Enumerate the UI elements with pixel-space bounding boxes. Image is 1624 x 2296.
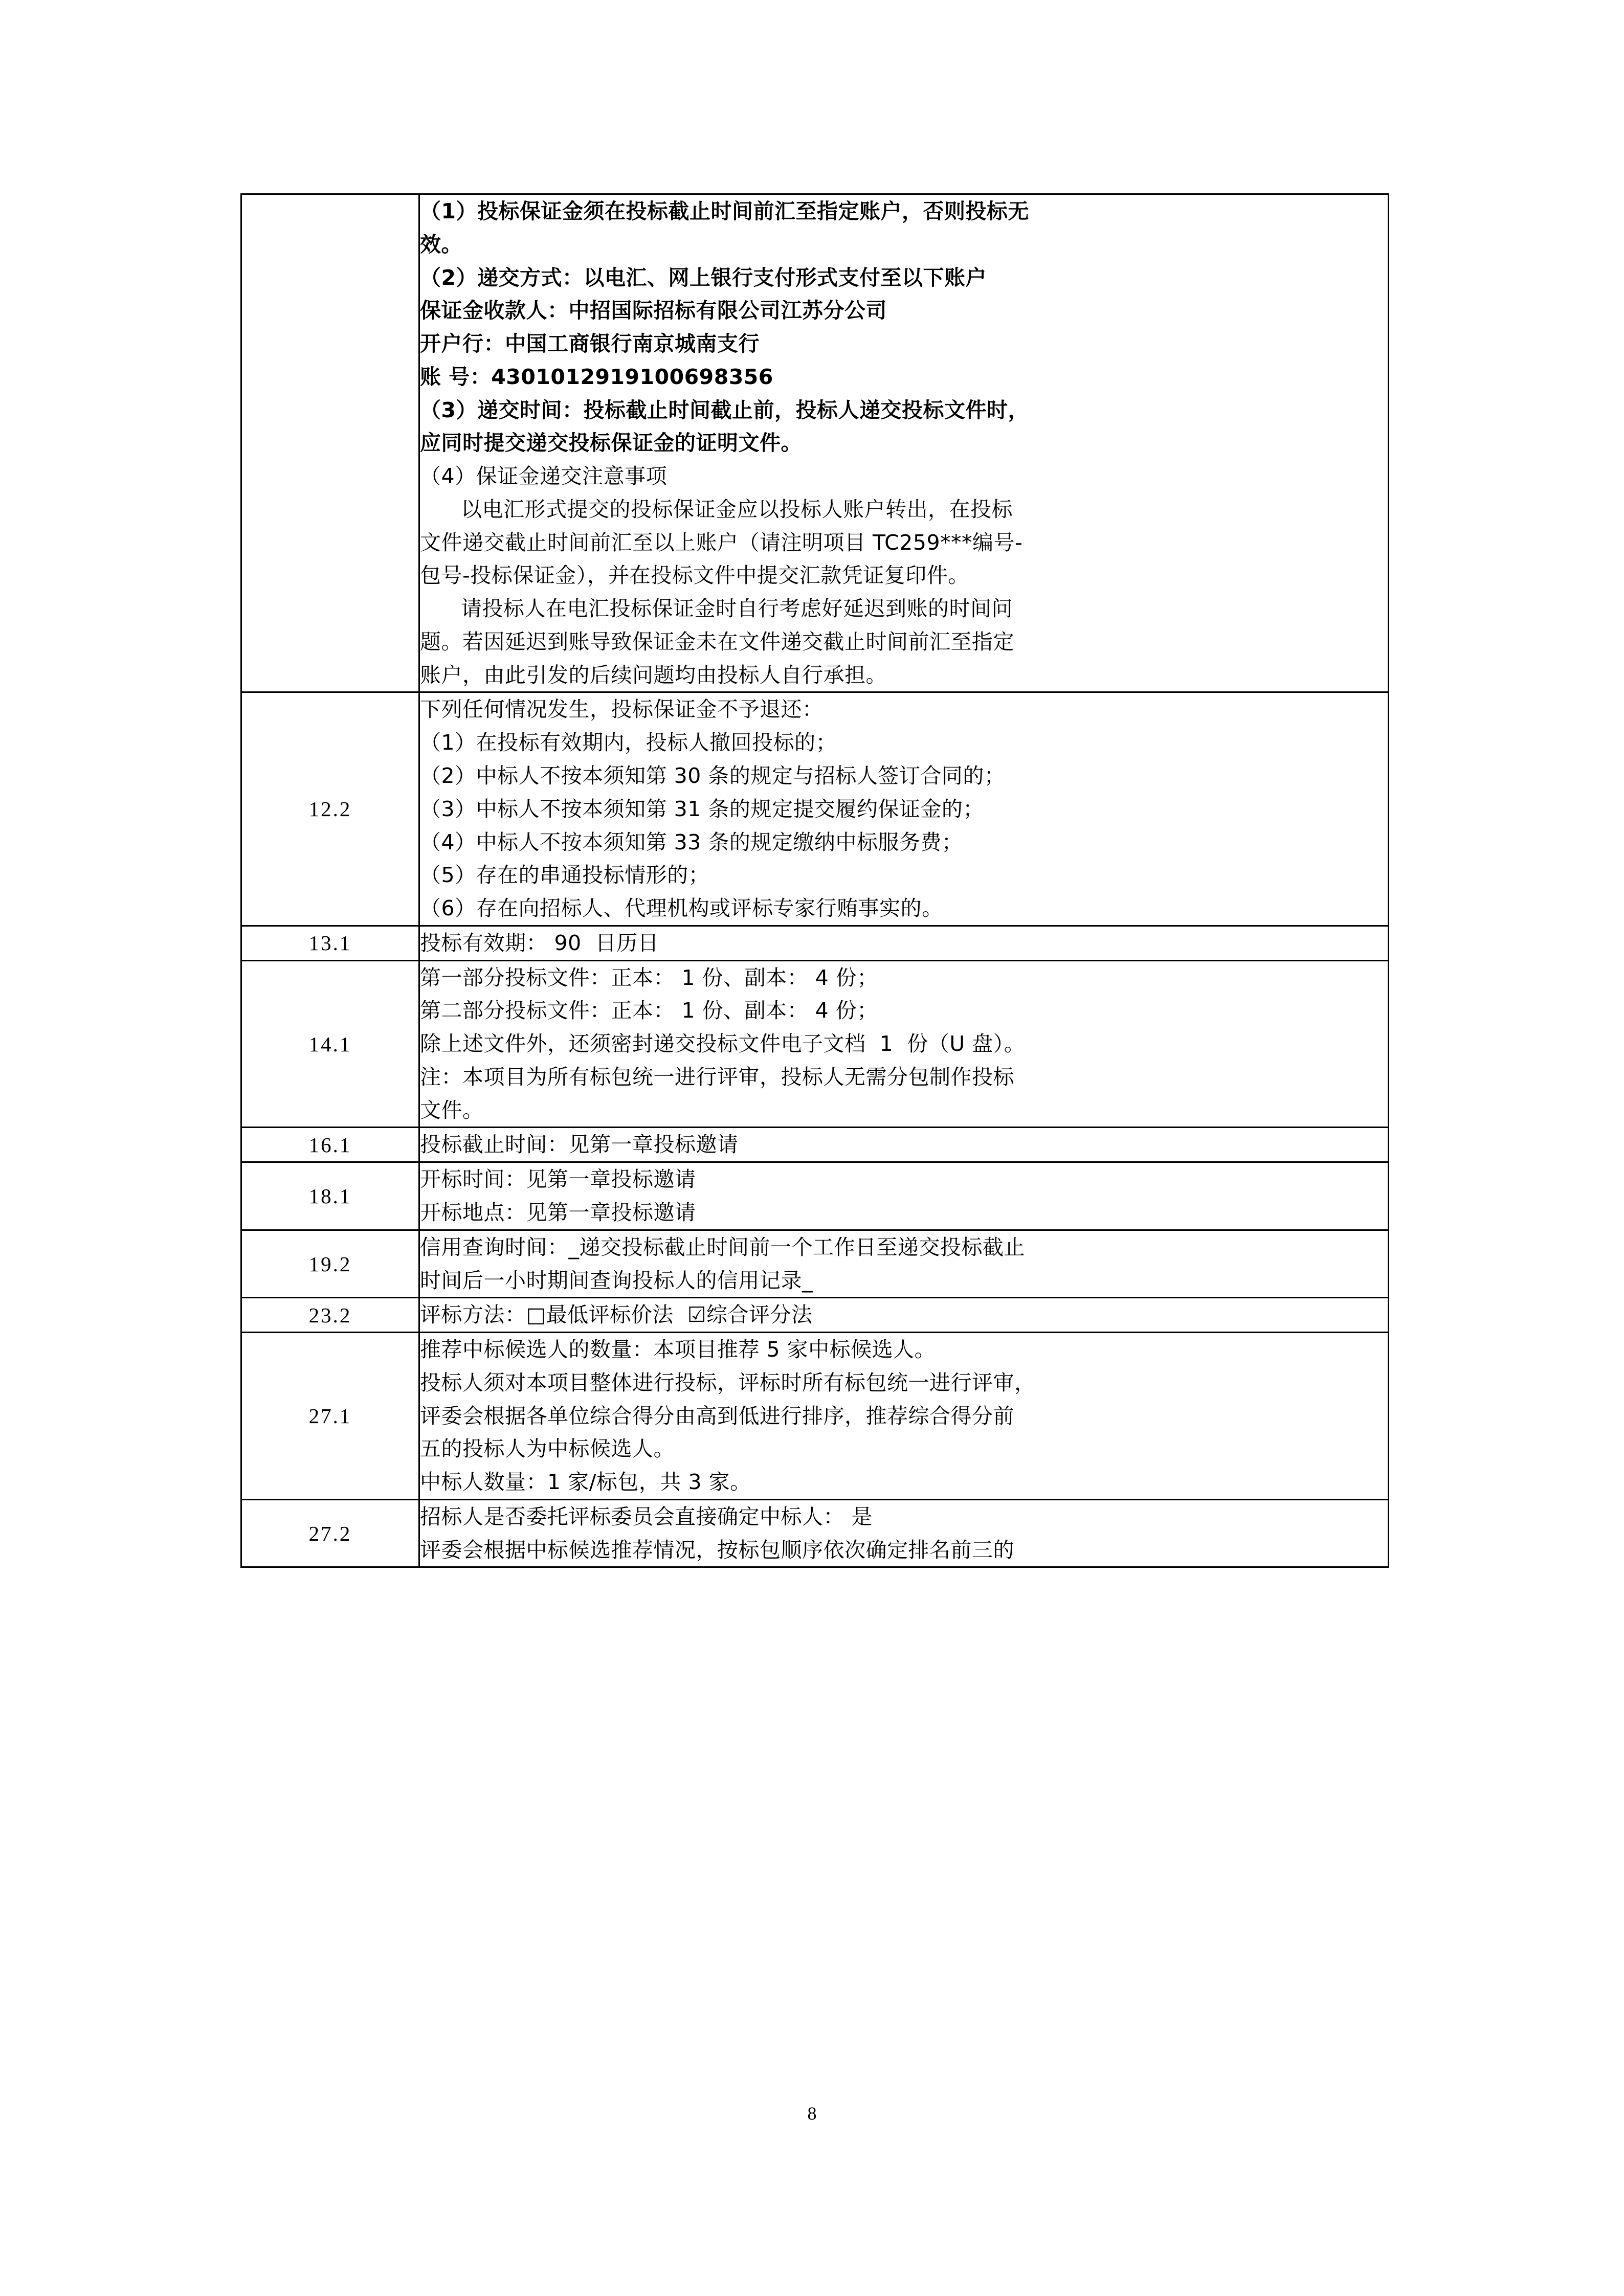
clause-line: 下列任何情况发生，投标保证金不予退还： bbox=[420, 697, 824, 722]
clause-line: 文件。 bbox=[420, 1097, 484, 1122]
clause-line: 应同时提交递交投标保证金的证明文件。 bbox=[420, 431, 802, 456]
clause-line: 除上述文件外，还须密封递交投标文件电子文档 1 份（U 盘）。 bbox=[420, 1031, 1026, 1056]
clause-number bbox=[241, 194, 419, 692]
clause-line: 开标地点：见第一章投标邀请 bbox=[420, 1200, 696, 1225]
table-row bbox=[241, 1333, 1389, 1500]
clause-line: 投标截止时间：见第一章投标邀请 bbox=[420, 1132, 739, 1157]
clause-line: 账 号：4301012919100698356 bbox=[420, 364, 773, 389]
table-row bbox=[241, 692, 1389, 926]
table-body bbox=[241, 194, 1389, 1567]
clause-number: 19.2 bbox=[241, 1230, 419, 1298]
clause-content bbox=[419, 1230, 1389, 1298]
clause-line: 信用查询时间：_递交投标截止时间前一个工作日至递交投标截止 bbox=[420, 1234, 1025, 1259]
clause-number: 27.1 bbox=[241, 1333, 419, 1500]
table-row bbox=[241, 1298, 1389, 1333]
clause-line: 账户，由此引发的后续问题均由投标人自行承担。 bbox=[420, 662, 887, 687]
clause-content bbox=[419, 960, 1389, 1128]
clause-line: （1）投标保证金须在投标截止时间前汇至指定账户，否则投标无 bbox=[420, 199, 1030, 223]
clause-number: 18.1 bbox=[241, 1162, 419, 1230]
page-number: 8 bbox=[807, 2103, 817, 2124]
table-row bbox=[241, 194, 1389, 692]
clause-line: 评标方法：□最低评标价法 ☑综合评分法 bbox=[420, 1302, 813, 1327]
clause-line: 开户行：中国工商银行南京城南支行 bbox=[420, 331, 760, 356]
clause-line: 推荐中标候选人的数量：本项目推荐 5 家中标候选人。 bbox=[420, 1337, 936, 1362]
clause-line: 时间后一小时期间查询投标人的信用记录_ bbox=[420, 1268, 813, 1293]
clause-line: 文件递交截止时间前汇至以上账户（请注明项目 TC259***编号- bbox=[420, 530, 1023, 555]
clause-content bbox=[419, 1333, 1389, 1500]
clause-content bbox=[419, 1128, 1389, 1162]
clause-line: （4）中标人不按本须知第 33 条的规定缴纳中标服务费； bbox=[420, 829, 963, 854]
clause-line: （1）在投标有效期内，投标人撤回投标的； bbox=[420, 730, 837, 755]
clause-line: 评委会根据各单位综合得分由高到低进行排序，推荐综合得分前 bbox=[420, 1403, 1014, 1428]
bid-terms-table bbox=[240, 193, 1389, 1568]
clause-line: 注：本项目为所有标包统一进行评审，投标人无需分包制作投标 bbox=[420, 1064, 1014, 1089]
clause-line: 投标人须对本项目整体进行投标，评标时所有标包统一进行评审， bbox=[420, 1370, 1036, 1395]
table-row bbox=[241, 1499, 1389, 1567]
clause-line: 题。若因延迟到账导致保证金未在文件递交截止时间前汇至指定 bbox=[420, 629, 1014, 654]
clause-content bbox=[419, 194, 1389, 692]
clause-line: （5）存在的串通投标情形的； bbox=[420, 863, 710, 888]
clause-line: 包号-投标保证金），并在投标文件中提交汇款凭证复印件。 bbox=[420, 563, 969, 588]
clause-line: （2）中标人不按本须知第 30 条的规定与招标人签订合同的； bbox=[420, 763, 1006, 789]
table-row bbox=[241, 926, 1389, 960]
clause-line: 招标人是否委托评标委员会直接确定中标人： 是 bbox=[420, 1504, 880, 1529]
clause-content bbox=[419, 692, 1389, 926]
clause-line: 第二部分投标文件：正本： 1 份、副本： 4 份； bbox=[420, 998, 878, 1023]
clause-line: （2）递交方式：以电汇、网上银行支付形式支付至以下账户 bbox=[420, 265, 987, 290]
clause-line: （3）递交时间：投标截止时间截止前，投标人递交投标文件时， bbox=[420, 397, 1030, 422]
clause-line: 请投标人在电汇投标保证金时自行考虑好延迟到账的时间问 bbox=[461, 596, 1013, 621]
clause-content bbox=[419, 926, 1389, 960]
clause-line: 评委会根据中标候选推荐情况，按标包顺序依次确定排名前三的 bbox=[420, 1537, 1014, 1562]
clause-number: 27.2 bbox=[241, 1499, 419, 1567]
table-row bbox=[241, 1230, 1389, 1298]
clause-line: 投标有效期： 90 日历日 bbox=[420, 930, 659, 955]
clause-content bbox=[419, 1162, 1389, 1230]
clause-line: （6）存在向招标人、代理机构或评标专家行贿事实的。 bbox=[420, 896, 943, 921]
clause-line: 五的投标人为中标候选人。 bbox=[420, 1436, 675, 1461]
clause-number: 13.1 bbox=[241, 926, 419, 960]
table-row bbox=[241, 960, 1389, 1128]
clause-line: 保证金收款人：中招国际招标有限公司江苏分公司 bbox=[420, 298, 887, 323]
clause-line: 效。 bbox=[420, 232, 462, 257]
clause-line: 中标人数量：1 家/标包，共 3 家。 bbox=[420, 1470, 751, 1495]
table-row bbox=[241, 1162, 1389, 1230]
clause-line: 第一部分投标文件：正本： 1 份、副本： 4 份； bbox=[420, 965, 878, 990]
clause-number: 14.1 bbox=[241, 960, 419, 1128]
table-row bbox=[241, 1128, 1389, 1162]
clause-number: 16.1 bbox=[241, 1128, 419, 1162]
clause-number: 23.2 bbox=[241, 1298, 419, 1333]
clause-line: （3）中标人不按本须知第 31 条的规定提交履约保证金的； bbox=[420, 796, 984, 821]
clause-number: 12.2 bbox=[241, 692, 419, 926]
clause-line: 以电汇形式提交的投标保证金应以投标人账户转出，在投标 bbox=[461, 497, 1013, 522]
clause-content bbox=[419, 1298, 1389, 1333]
clause-line: （4）保证金递交注意事项 bbox=[420, 464, 668, 489]
clause-content bbox=[419, 1499, 1389, 1567]
clause-line: 开标时间：见第一章投标邀请 bbox=[420, 1167, 696, 1192]
